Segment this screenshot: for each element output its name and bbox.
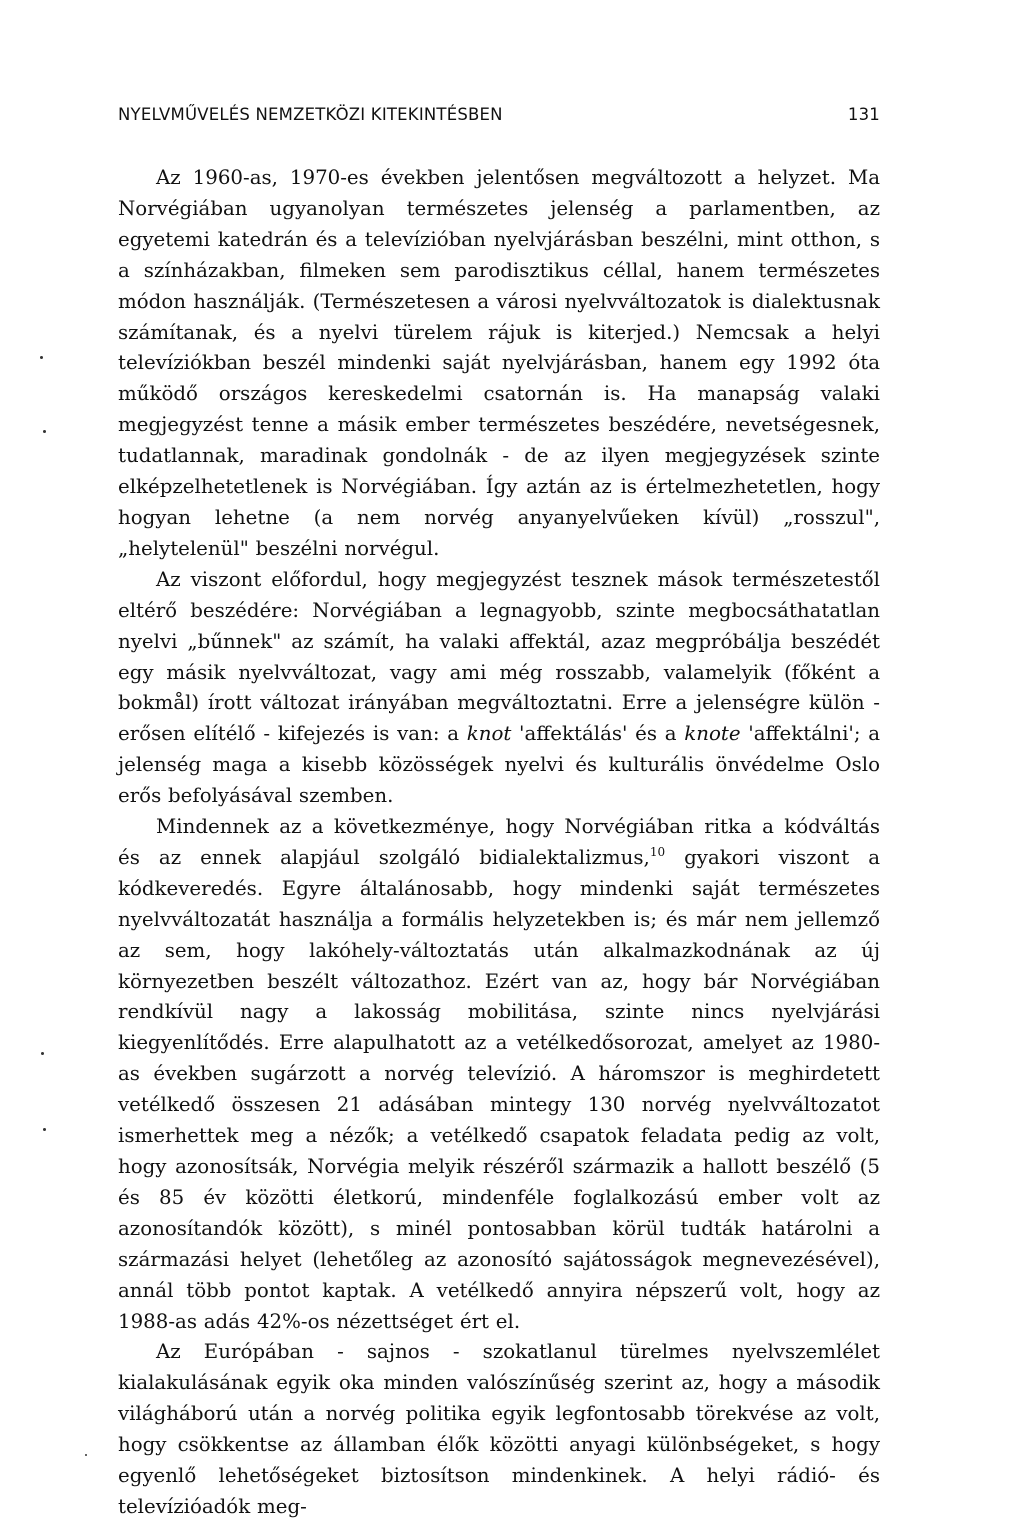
paragraph-1-text: Az 1960-as, 1970-es években jelentősen megváltozott a helyzet. Ma Norvégiában ugyanolyan természetes jelenség a parlamentben, az egyetemi katedrán és a televízióban nyelvjárásban beszélni, mint otthon, s a színházakban, filmeken sem parodisztikus céllal, hanem természetes módon használják. (Természetesen a városi nyelvváltozatok is dialektusnak számítanak, és a nyelvi türelem rájuk is kiterjed.) Nemcsak a helyi televíziókban beszél mindenki saját nyelvjárásban, hanem egy 1992 óta működő országos kereskedelmi csatornán is. Ha manapság valaki megjegyzést tenne a másik ember természetes beszédére, nevetségesnek, tudatlannak, maradinak gondolnák - de az ilyen megjegyzések szinte elképzelhetetlenek is Norvégiában. Így aztán az is értelmezhetetlen, hogy hogyan lehetne (a nem norvég anyanyelvűeken kívül) „rosszul", „helytelenül" beszélni norvégul. <box>118 166 880 560</box>
paragraph-1 <box>118 163 880 565</box>
scan-speck <box>43 1128 46 1131</box>
running-header <box>118 105 880 124</box>
scan-speck <box>85 1454 87 1456</box>
paragraph-3 <box>118 812 880 1337</box>
scan-speck <box>43 430 46 433</box>
paragraph-3-text-a: Mindennek az a következménye, hogy Norvégiában ritka a kódváltás és az ennek alapjául szolgáló bidialektalizmus, <box>118 815 880 869</box>
term-knote: knote <box>684 722 741 746</box>
page-number: 131 <box>847 105 880 124</box>
paragraph-2 <box>118 565 880 812</box>
paragraph-2-text-c: 'affektálni'; a jelenség maga a kisebb közösségek nyelvi és kulturális önvédelme Oslo erős befolyásával szemben. <box>118 722 881 808</box>
running-title: NYELVMŰVELÉS NEMZETKÖZI KITEKINTÉSBEN <box>118 105 503 124</box>
scan-speck <box>41 1052 44 1055</box>
scan-speck <box>40 356 43 359</box>
page-body <box>118 163 880 1523</box>
term-knot: knot <box>466 722 512 746</box>
paragraph-4-text: Az Európában - sajnos - szokatlanul türelmes nyelvszemlélet kialakulásának egyik oka minden valószínűség szerint az, hogy a második világháború után a norvég politika egyik legfontosabb törekvése az volt, hogy csökkentse az államban élők közötti anyagi különbségeket, s hogy egyenlő lehetőségeket biztosítson mindenkinek. A helyi rádió- és televízióadók meg- <box>118 1340 880 1518</box>
paragraph-2-text-a: Az viszont előfordul, hogy megjegyzést tesznek mások természetestől eltérő beszédére: Norvégiában a legnagyobb, szinte megbocsáthatatlan nyelvi „bűnnek" az számít, ha valaki affektál, azaz megpróbálja beszédét egy másik nyelvváltozat, vagy ami még rosszabb, valamelyik (főként a bokmål) írott változat irányában megváltoztatni. Erre a jelenségre külön - erősen elítélő - kifejezés is van: a <box>118 567 880 746</box>
paragraph-3-text-b: gyakori viszont a kódkeveredés. Egyre általánosabb, hogy mindenki saját természetes nyelvváltozatát használja a formális helyzetekben is; és már nem jellemző az sem, hogy lakóhely-változtatás után alkalmazkodnának az új környezetben beszélt változathoz. Ezért van az, hogy bár Norvégiában rendkívül nagy a lakosság mobilitása, szinte nincs nyelvjárási kiegyenlítődés. Erre alapulhatott az a vetélkedősorozat, amelyet az 1980-as években sugárzott a norvég televízió. A háromszor is meghirdetett vetélkedő összesen 21 adásában mintegy 130 norvég nyelvváltozatot ismerhettek meg a nézők; a vetélkedő csapatok feladata pedig az volt, hogy azonosítsák, Norvégia melyik részéről származik a hallott beszélő (5 és 85 év közötti életkorú, mindenféle foglalkozású ember volt az azonosítandók között), s minél pontosabban körül tudták határolni a származási helyet (lehetőleg az azonosító sajátosságok megnevezésével), annál több pontot kaptak. A vetélkedő annyira népszerű volt, hogy az 1988-as adás 42%-os nézettséget ért el. <box>118 845 881 1333</box>
paragraph-2-text-b: 'affektálás' és a <box>511 722 685 746</box>
paragraph-4 <box>118 1337 880 1522</box>
footnote-marker: 10 <box>649 844 666 859</box>
